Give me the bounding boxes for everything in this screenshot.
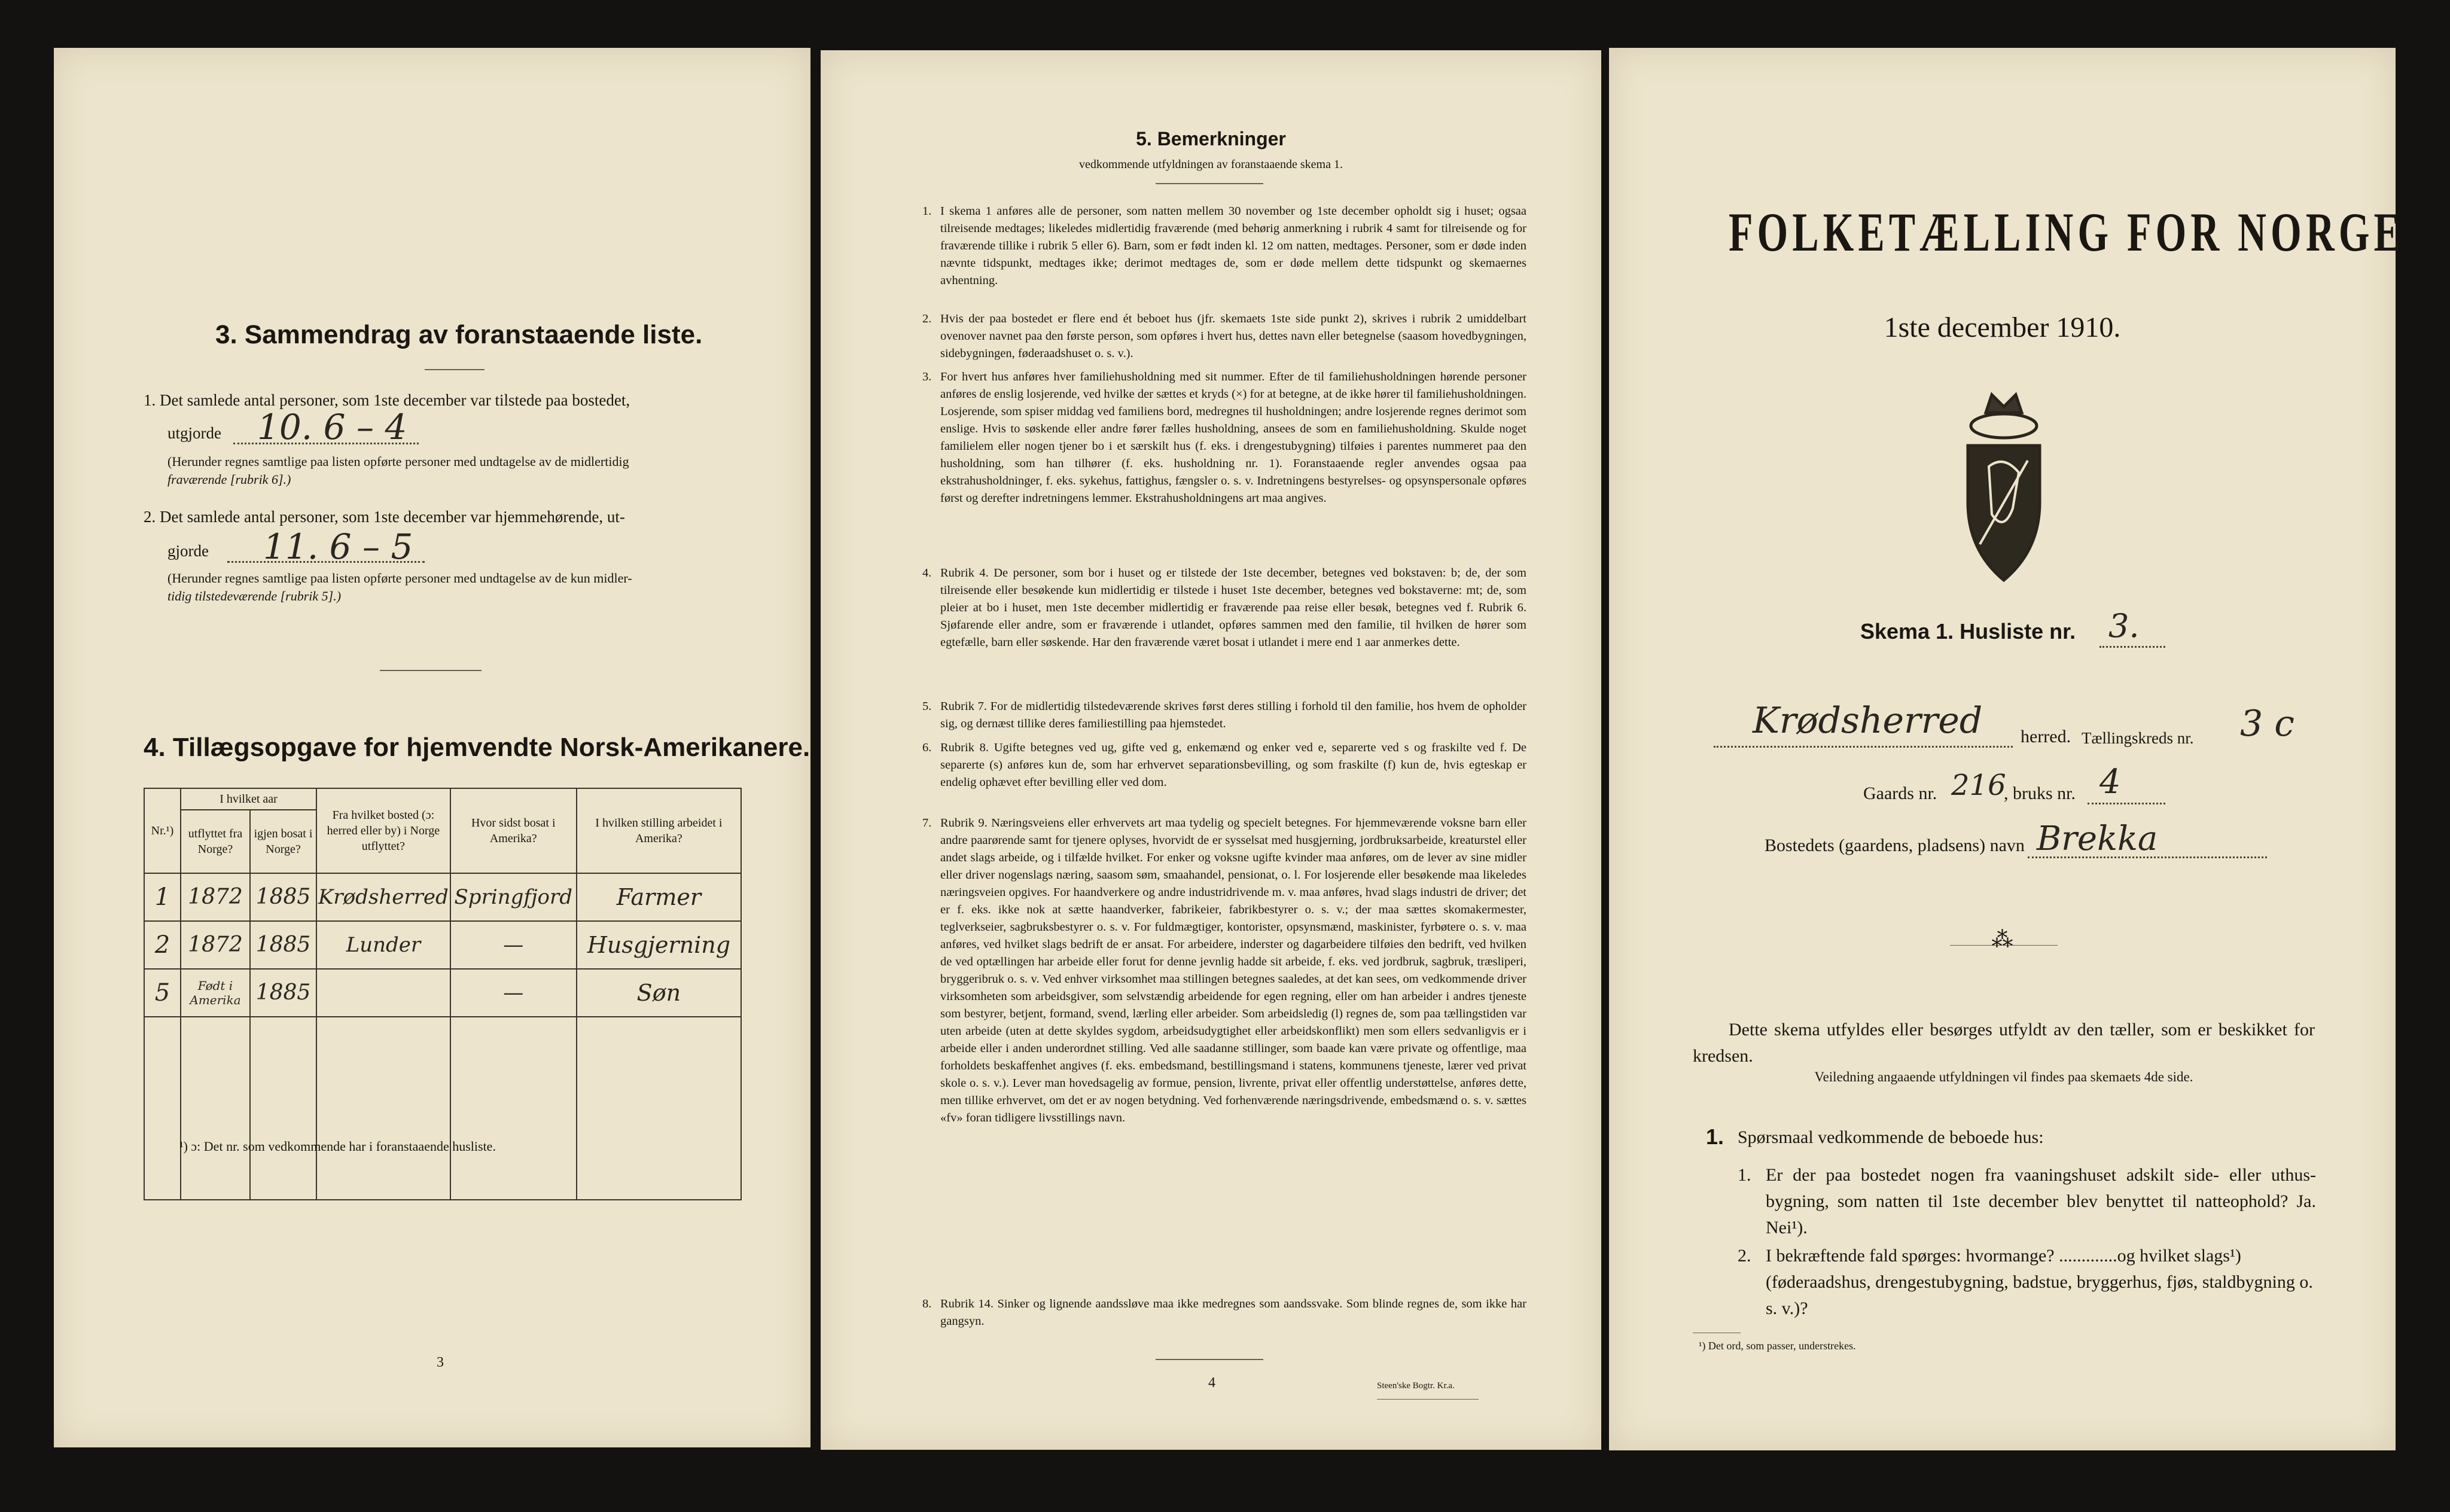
section3-heading: 3. Sammendrag av foranstaaende liste. <box>215 320 703 349</box>
cell-occupation: Husgjerning <box>577 921 741 969</box>
remark-item: 5. Rubrik 7. For de midlertidig tilstedeværende skrives først deres stilling i forhold til den familie, hos hvem de opholder sig, og dernæst tillike deres familiestilling paa hjemstedet. <box>922 700 1526 730</box>
col-nr: Nr.¹) <box>144 788 181 873</box>
skema-label: Skema 1. Husliste nr. <box>1860 619 2076 644</box>
q2-text: I bekræftende fald spørges: hvormange? .............og hvilket slags¹) (føderaadshus, drengestubygning, badstue, bryggerhus, fjøs, staldbygning o. s. v.)? <box>1766 1246 2313 1318</box>
item1-value: 10. 6 – 4 <box>257 407 407 447</box>
bruks-label: , bruks nr. <box>2004 784 2076 803</box>
bruks-dotline <box>2088 803 2165 804</box>
cell-nr: 2 <box>144 921 181 969</box>
bosted-dotline <box>2028 856 2267 858</box>
cell-where: — <box>450 921 577 969</box>
divider <box>425 369 484 370</box>
cell-returned: 1885 <box>250 921 316 969</box>
item2-dotline <box>227 561 425 563</box>
cell-returned: 1885 <box>250 969 316 1017</box>
section4-heading: 4. Tillægsopgave for hjemvendte Norsk-Amerikanere. <box>144 733 810 762</box>
item1-text: 1. Det samlede antal personer, som 1ste december var tilstede paa bostedet, <box>144 391 630 409</box>
left-page <box>54 48 810 1447</box>
item1-note1: (Herunder regnes samtlige paa listen opførte personer med undtagelse av de midlertidig <box>167 454 629 469</box>
husliste-value: 3. <box>2108 607 2140 645</box>
item2-value: 11. 6 – 5 <box>263 526 413 567</box>
kreds-label: Tællingskreds nr. <box>2082 729 2194 747</box>
item2-text: 2. Det samlede antal personer, som 1ste december var hjemmehørende, ut- <box>144 508 625 526</box>
table-footnote: ¹) ɔ: Det nr. som vedkommende har i foranstaaende husliste. <box>179 1139 496 1154</box>
item1-prefix: utgjorde <box>167 424 221 442</box>
remark-item: 4. Rubrik 4. De personer, som bor i huset og er tilstede der 1ste december, betegnes ved bokstaven: b; de, der som tilreisende eller besøkende kun midlertidig er tilstede i huset 1ste december, betegnes ved bokstaverne: mt; de, som pleier at bo i huset, men 1ste december midlertidig er fraværende paa reise eller besøk, betegnes ved f. Rubrik 6. Sjøfarende eller andre, som er fraværende i utlandet, opføres sammen med den familie, til hvilken de hører som egtefælle, barn eller søskende. Har den fraværende været bosat i utlandet i mere end 1 aar anmerkes dette. <box>922 566 1526 649</box>
ornament: ⁂ <box>1991 928 2013 952</box>
husliste-dotline <box>2099 646 2165 648</box>
item1-dotline <box>233 443 419 444</box>
item1-note2: fraværende [rubrik 6].) <box>167 472 291 487</box>
kreds-value: 3 c <box>2240 703 2294 745</box>
cell-nr: 5 <box>144 969 181 1017</box>
right-page <box>1609 48 2405 1450</box>
col-returned: igjen bosat i Norge? <box>250 810 316 873</box>
bosted-label: Bostedets (gaardens, pladsens) navn <box>1765 836 2025 855</box>
questions-num: 1. <box>1706 1124 1724 1149</box>
cell-emigrated: 1872 <box>181 873 250 921</box>
cell-returned: 1885 <box>250 873 316 921</box>
q1-text: Er der paa bostedet nogen fra vaaningshuset adskilt side- eller uthus-bygning, som natten til 1ste december blev benyttet til natteophold? Ja. Nei¹). <box>1766 1165 2316 1237</box>
col-from: Fra hvilket bosted (ɔ: herred eller by) i Norge utflyttet? <box>316 788 450 873</box>
table-row-empty <box>144 1017 741 1200</box>
bosted-value: Brekka <box>2037 819 2158 858</box>
cell-from: Lunder <box>316 921 450 969</box>
divider <box>1377 1399 1479 1400</box>
intro-text: Dette skema utfyldes eller besørges utfyldt av den tæller, som er beskikket for kredsen. <box>1693 1020 2315 1066</box>
item2-prefix: gjorde <box>167 542 209 560</box>
page-number: 4 <box>1208 1375 1215 1391</box>
cell-where: — <box>450 969 577 1017</box>
cell-where: Springfjord <box>450 873 577 921</box>
cell-emigrated: Født i Amerika <box>181 969 250 1017</box>
col-year-group: I hvilket aar <box>181 788 316 810</box>
divider <box>1156 183 1263 184</box>
q2-num: 2. <box>1738 1246 1751 1266</box>
herred-dotline <box>1714 746 2013 748</box>
col-occupation: I hvilken stilling arbeidet i Amerika? <box>577 788 741 873</box>
table-row <box>144 873 741 921</box>
questions-heading: Spørsmaal vedkommende de beboede hus: <box>1738 1127 2044 1147</box>
col-emigrated: utflyttet fra Norge? <box>181 810 250 873</box>
cell-occupation: Søn <box>577 969 741 1017</box>
cell-occupation: Farmer <box>577 873 741 921</box>
herred-value: Krødsherred <box>1753 700 1983 742</box>
gaards-value: 216 <box>1951 769 2006 802</box>
census-title: FOLKETÆLLING FOR NORGE <box>1729 202 2405 263</box>
item2-note1: (Herunder regnes samtlige paa listen opførte personer med undtagelse av de kun midler- <box>167 571 632 586</box>
remark-item: 6. Rubrik 8. Ugifte betegnes ved ug, gifte ved g, enkemænd og enker ved e, separerte ved s og fraskilte ved f. De separerte (s) anføres kun de, som har erhvervet separationsbevilling, og som fraskilte (f) kun de, hvis egteskap er endelig ophævet efter bevilling eller ved dom. <box>922 741 1526 789</box>
remark-item: 7. Rubrik 9. Næringsveiens eller erhvervets art maa tydelig og specielt betegnes. For hjemmeværende voksne barn eller andre paarørende samt for tjenere oplyses, hvorvidt de er sysselsat med husgjerning, jordbruksarbeide, kreaturstel eller andet slags arbeide, og i tilfælde hvilket. For enker og voksne ugifte kvinder maa anføres, om de lever av sine midler eller driver nogenslags næring, saasom søm, smaahandel, pensionat, o. l. For losjerende eller besøkende maa likeledes næringsveien opgives. For haandverkere og andre industridrivende m. v. maa anføres, hvad slags industri de driver; det er f. eks. ikke nok at sætte haandverker, fabrikeier, fabrikbestyrer o. s. v.; der maa sættes skomakermester, teglverkseier, sagbruksbestyrer o. s. v. For fuldmægtiger, kontorister, opsynsmænd, maskinister, fyrbøtere o. s. v. maa anføres, ved hvilket slags bedrift de er ansat. For arbeidere, inderster og dagarbeidere tilføies den bedrift, ved hvilken de ved optællingen har arbeide eller forut for denne jevnlig hadde sit arbeide, f. eks. ved jordbruk, sagbruk, træsliperi, bryggeribruk o. s. v. Ved enhver virksomhet maa stillingen betegnes saaledes, at det kan sees, om vedkommende driver virksomheten som arbeidsgiver, som selvstændig arbeidende for egen regning, eller om han arbeider i andres tjeneste som bestyrer, betjent, formand, svend, lærling eller arbeider. Som arbeidsledig (l) regnes de, som paa tællingstiden var uten arbeide (uten at dette skyldes sygdom, arbeidsudygtighet eller arbeidskonflikt) men som ellers sedvanligvis er i arbeide eller i anden underordnet stilling. Ved alle saadanne stillinger, som baade kan være private og offentlige, maa forholdets beskaffenhet angives (f. eks. embedsmand, bestillingsmand i statens, kommunens tjeneste, lærer ved privat skole o. s. v.). Lever man hovedsagelig av formue, pension, livrente, privat eller offentlig understøttelse, anføres dette, men tillike erhvervet, om det er av nogen betydning. Ved forhenværende næringsdrivende, embedsmænd o. s. v. sættes «fv» foran tidligere livsstillings navn. <box>922 816 1526 1124</box>
intro-guidance: Veiledning angaaende utfyldningen vil findes paa skemaets 4de side. <box>1814 1069 2193 1084</box>
remarks-title: 5. Bemerkninger <box>1136 128 1286 150</box>
remark-item: 8. Rubrik 14. Sinker og lignende aandssløve maa ikke medregnes som aandssvake. Som blinde regnes de, som ikke har gangsyn. <box>922 1297 1526 1328</box>
remark-item: 1. I skema 1 anføres alle de personer, som natten mellem 30 november og 1ste december opholdt sig i huset; ogsaa tilreisende medtages; likeledes midlertidig fraværende (med behørig anmerkning i rubrik 4 samt for tilreisende og for fraværende tillike i rubrik 5 eller 6). Barn, som er født inden kl. 12 om natten, medtages. Personer, som er døde inden nævnte tidspunkt, medtages ikke; derimot medtages de, som er døde mellem dette tidspunkt og skemaernes avhentning. <box>922 205 1526 287</box>
bruks-value: 4 <box>2099 763 2121 801</box>
col-where: Hvor sidst bosat i Amerika? <box>450 788 577 873</box>
q1-num: 1. <box>1738 1165 1751 1185</box>
page-number: 3 <box>437 1355 444 1370</box>
divider <box>380 670 482 671</box>
remarks-subtitle: vedkommende utfyldningen av foranstaaende skema 1. <box>1079 158 1343 171</box>
divider <box>1156 1359 1263 1360</box>
printer-mark: Steen'ske Bogtr. Kr.a. <box>1377 1381 1455 1391</box>
remark-item: 2. Hvis der paa bostedet er flere end ét beboet hus (jfr. skemaets 1ste side punkt 2), skrives i rubrik 2 umiddelbart ovenover navnet paa den første person, som opføres i hvert hus, dettes navn eller betegnelse (saasom hovedbygningen, sidebygningen, føderaadshuset o. s. v.). <box>922 312 1526 360</box>
table-row <box>144 969 741 1017</box>
cell-from <box>316 969 450 1017</box>
item2-note2: tidig tilstedeværende [rubrik 5].) <box>167 589 342 603</box>
cell-emigrated: 1872 <box>181 921 250 969</box>
gaards-label: Gaards nr. <box>1863 784 1937 803</box>
footnote: ¹) Det ord, som passer, understrekes. <box>1699 1340 1856 1352</box>
remark-item: 3. For hvert hus anføres hver familiehusholdning med sit nummer. Efter de til familiehusholdningen hørende personer anføres de enslig losjerende, ved hvilke der sættes et kryds (×) for at betegne, at de ikke hører til familiehusholdningen. Losjerende, som spiser middag ved familiens bord, medregnes til husholdningen; andre losjerende regnes derimot som enslige. Hvis to søskende eller andre fører fælles husholdning, ansees de som en familiehusholdning. Skulde noget familielem eller nogen tjener bo i et særskilt hus (f. eks. i drengestubygning) tilføies i parentes nummeret paa den husholdning, som han tilhører (f. eks. husholdning nr. 1). Foranstaaende regler anvendes ogsaa paa ekstrahusholdninger, f. eks. sykehus, fattighus, fængsler o. s. v. Indretningens bestyrelses- og opsynspersonale opføres først og derefter indretningens lemmer. Ekstrahusholdningens art maa angives. <box>922 370 1526 505</box>
cell-from: Krødsherred <box>316 873 450 921</box>
cell-nr: 1 <box>144 873 181 921</box>
coat-of-arms-icon <box>1944 389 2064 586</box>
middle-page <box>821 50 1601 1450</box>
table-row <box>144 921 741 969</box>
census-date: 1ste december 1910. <box>1884 312 2121 343</box>
herred-label: herred. <box>2021 727 2071 746</box>
